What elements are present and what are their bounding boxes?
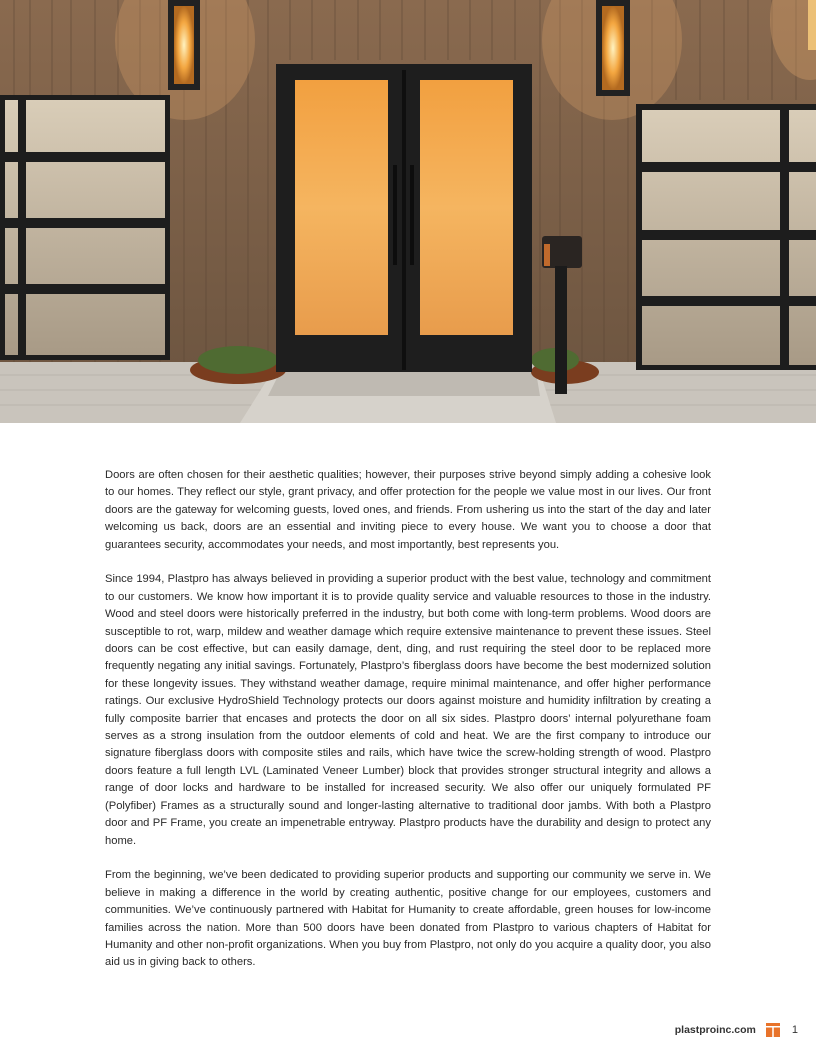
- paragraph-company-history: Since 1994, Plastpro has always believed in providing a superior product with the best value, technology and commitment to our customers. We know how important it is to provide quality service and valuable resources to those in the industry. Wood and steel doors were historically preferred in the industry, but both come with long-term problems. Wood doors are susceptible to rot, warp, mildew and weather damage which require extensive maintenance to prevent these issues. Steel doors can be cost effective, but can easily damage, dent, ding, and rust requiring the steel door to be replaced more frequently negating any initial savings. Fortunately, Plastpro’s fiberglass doors have become the best modernized solution for these longevity issues. They withstand weather damage, require minimal maintenance, and offer higher performance ratings. Our exclusive HydroShield Technology protects our doors against moisture and humidity infiltration by creating a fully composite barrier that encases and protects the door on all six sides. Plastpro doors’ internal polyurethane foam serves as a strong insulation from the outdoor elements of cold and heat. We are the first company to introduce our signature fiberglass doors with composite stiles and rails, which have twice the screw-holding strength of wood. Plastpro doors feature a full length LVL (Laminated Veneer Lumber) block that provides stronger structural integrity and allows a range of door locks and hardware to be installed for increased security. We also offer our uniquely formulated PF (Polyfiber) Frames as a structurally sound and longer-lasting alternative to traditional door jambs. With both a Plastpro door and PF Frame, you create an impenetrable entryway. Plastpro products have the durability and design to protect any home.: [105, 573, 711, 847]
- page-number: 1: [791, 1024, 798, 1036]
- plastpro-door-logo-icon: [766, 1023, 780, 1037]
- body-text: [105, 467, 711, 989]
- paragraph-intro: Doors are often chosen for their aesthetic qualities; however, their purposes strive beyond simply adding a cohesive look to our homes. They reflect our style, grant privacy, and offer protection for the people we value most in our lives. Our front doors are the gateway for welcoming guests, loved ones, and friends. From ushering us into the start of the day and later welcoming us back, doors are an essential and inviting piece to every house. We want you to choose a door that guarantees security, accommodates your needs, and most importantly, best represents you.: [105, 469, 711, 551]
- hero-photo: [0, 0, 816, 423]
- website-link[interactable]: plastproinc.com: [674, 1024, 756, 1036]
- page-footer: [675, 1022, 798, 1038]
- paragraph-community: From the beginning, we’ve been dedicated to providing superior products and supporting our community we serve in. We believe in making a difference in the world by creating authentic, positive change for our employees, customers and communities. We’ve continuously partnered with Habitat for Humanity to create affordable, green houses for low-income families across the nation. More than 500 doors have been donated from Plastpro to various chapters of Habitat for Humanity and other non-profit organizations. When you buy from Plastpro, not only do you acquire a quality door, you also aid us in giving back to others.: [105, 869, 711, 969]
